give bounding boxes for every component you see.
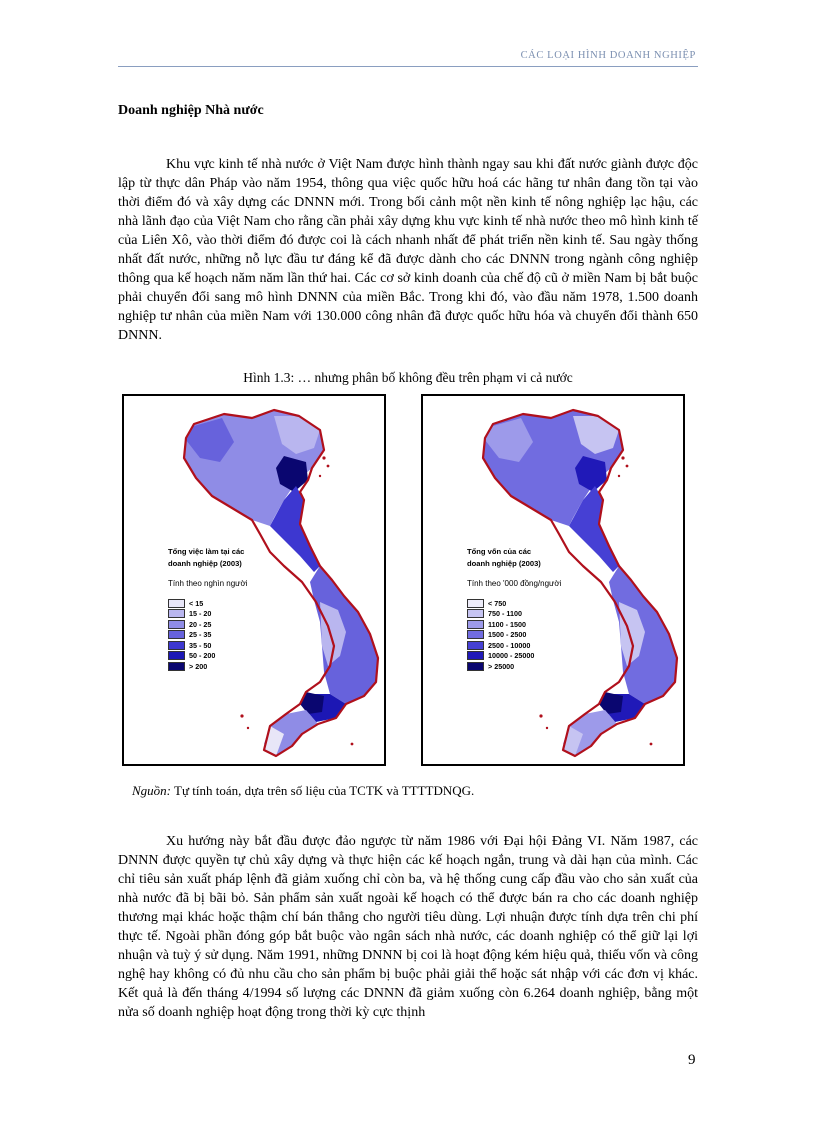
legend-row bbox=[467, 661, 577, 672]
legend-row bbox=[168, 651, 278, 662]
paragraph-reform: Xu hướng này bắt đầu được đảo ngược từ năm 1986 với Đại hội Đảng VI. Năm 1987, các DNNN được quyền tự chủ xây dựng và thực hiện các kế hoạch ngắn, trung và dài hạn của mình. Các chỉ tiêu sản xuất pháp lệnh đã giảm xuống chỉ còn ba, và hệ thống cung cấp đầu vào cho sản xuất của nhà nước đã bị bãi bỏ. Sản phẩm sản xuất ngoài kế hoạch có thể được bán ra cho các doanh nghiệp thương mại khác hoặc thậm chí bán thẳng cho người tiêu dùng. Lợi nhuận được tính dựa trên chi phí thực tế. Ngoài phần đóng góp bắt buộc vào ngân sách nhà nước, các doanh nghiệp có thể giữ lại lợi nhuận và tuỳ ý sử dụng. Năm 1991, những DNNN bị coi là hoạt động kém hiệu quả, thiếu vốn và công nghệ hay không có đủ nhu cầu cho sản phẩm bị buộc phải giải thể hoặc sát nhập với các đơn vị khác. Kết quả là đến tháng 4/1994 số lượng các DNNN đã giảm xuống còn 6.264 doanh nghiệp, bằng một nửa số doanh nghiệp hoạt động trong thời kỳ cực thịnh bbox=[118, 834, 698, 1020]
legend-swatch bbox=[467, 641, 484, 650]
legend-swatch bbox=[467, 630, 484, 639]
legend-label: < 750 bbox=[488, 598, 507, 608]
figure-caption: Hình 1.3: … nhưng phân bố không đều trên phạm vi cả nước bbox=[243, 370, 573, 385]
legend-label: 1500 - 2500 bbox=[488, 630, 527, 640]
source-label: Nguồn: bbox=[132, 783, 171, 798]
legend-label: 2500 - 10000 bbox=[488, 640, 531, 650]
section-title: Doanh nghiệp Nhà nước bbox=[118, 103, 264, 118]
legend-swatch bbox=[168, 609, 185, 618]
legend-label: < 15 bbox=[189, 598, 204, 608]
legend-row bbox=[467, 609, 577, 620]
legend-swatch bbox=[467, 620, 484, 629]
legend-swatch bbox=[168, 620, 185, 629]
legend-row bbox=[467, 651, 577, 662]
map-capital bbox=[421, 394, 685, 766]
legend-row bbox=[467, 630, 577, 641]
legend-label: 50 - 200 bbox=[189, 651, 216, 661]
source-text: Tự tính toán, dựa trên số liệu của TCTK và TTTTDNQG. bbox=[171, 783, 475, 798]
source-note bbox=[132, 783, 474, 799]
legend-label: 10000 - 25000 bbox=[488, 651, 535, 661]
legend-swatch bbox=[168, 662, 185, 671]
legend-title: Tổng vốn của các doanh nghiệp (2003) bbox=[467, 547, 541, 568]
header-rule bbox=[118, 66, 698, 67]
page-number: 9 bbox=[688, 1052, 696, 1068]
legend-label: 25 - 35 bbox=[189, 630, 212, 640]
legend-swatch bbox=[168, 651, 185, 660]
legend-swatch bbox=[467, 651, 484, 660]
map-employment bbox=[122, 394, 386, 766]
legend-swatch bbox=[467, 662, 484, 671]
legend-row bbox=[168, 609, 278, 620]
legend-label: 35 - 50 bbox=[189, 640, 212, 650]
legend-row bbox=[467, 598, 577, 609]
legend-label: 750 - 1100 bbox=[488, 609, 522, 619]
legend-swatch bbox=[467, 599, 484, 608]
legend-row bbox=[168, 661, 278, 672]
legend-swatch bbox=[168, 641, 185, 650]
legend-row bbox=[168, 619, 278, 630]
legend-employment bbox=[168, 546, 278, 672]
legend-unit: Tính theo nghìn người bbox=[168, 579, 248, 588]
legend-row bbox=[168, 630, 278, 641]
legend-title: Tổng việc làm tại các doanh nghiệp (2003) bbox=[168, 547, 245, 568]
legend-row bbox=[467, 640, 577, 651]
legend-row bbox=[168, 640, 278, 651]
legend-label: 15 - 20 bbox=[189, 609, 212, 619]
legend-label: 20 - 25 bbox=[189, 619, 212, 629]
legend-label: > 200 bbox=[189, 661, 208, 671]
legend-swatch bbox=[168, 630, 185, 639]
legend-unit: Tính theo '000 đồng/người bbox=[467, 579, 562, 588]
legend-capital bbox=[467, 546, 577, 672]
legend-label: > 25000 bbox=[488, 661, 515, 671]
paragraph-intro: Khu vực kinh tế nhà nước ở Việt Nam được hình thành ngay sau khi đất nước giành được độc lập từ thực dân Pháp vào năm 1954, thông qua việc quốc hữu hoá các hãng tư nhân đang tồn tại vào thời điểm đó và xây dựng các DNNN mới. Trong bối cảnh một nền kinh tế nông nghiệp lạc hậu, các nhà lãnh đạo của Việt Nam cho rằng cần phải xây dựng khu vực kinh tế nhà nước theo mô hình kinh tế của Liên Xô, vào thời điểm đó được coi là cách nhanh nhất để phát triển nền kinh tế. Sau ngày thống nhất đất nước, những nỗ lực đầu tư đáng kể đã được dành cho các DNNN trong ngành công nghiệp thông qua kế hoạch năm năm lần thứ hai. Các cơ sở kinh doanh của chế độ cũ ở miền Nam bị bắt buộc phải chuyển đổi sang mô hình DNNN của miền Bắc. Trong khi đó, vào đầu năm 1978, 1.500 doanh nghiệp tư nhân của miền Nam với 130.000 công nhân đã được quốc hữu hóa và chuyển đổi thành 650 DNNN. bbox=[118, 157, 698, 343]
running-header: CÁC LOẠI HÌNH DOANH NGHIỆP bbox=[520, 50, 696, 61]
legend-row bbox=[467, 619, 577, 630]
legend-row bbox=[168, 598, 278, 609]
legend-label: 1100 - 1500 bbox=[488, 619, 526, 629]
legend-swatch bbox=[168, 599, 185, 608]
legend-swatch bbox=[467, 609, 484, 618]
